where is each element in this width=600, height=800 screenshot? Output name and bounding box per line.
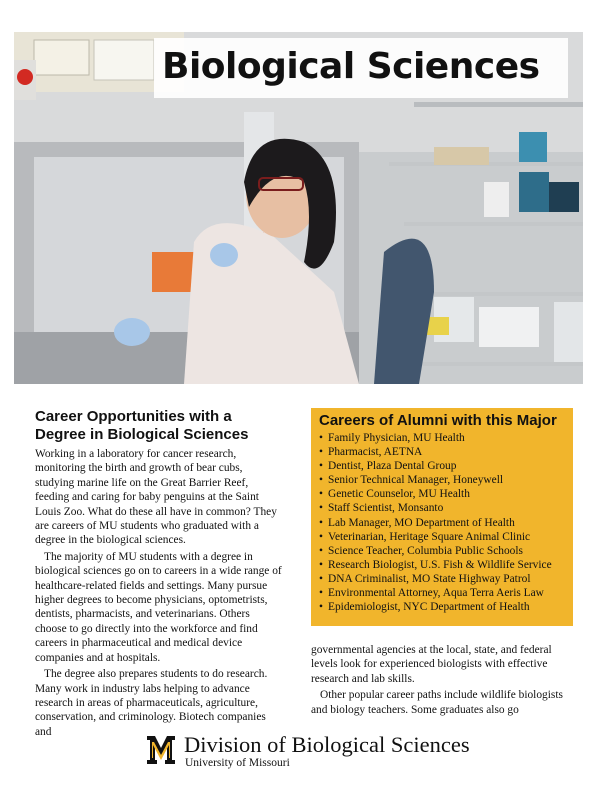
list-item: • Research Biologist, U.S. Fish & Wildlife Service <box>319 558 565 572</box>
list-item: • Veterinarian, Heritage Square Animal Clinic <box>319 530 565 544</box>
careers-box <box>311 408 573 626</box>
careers-heading: Careers of Alumni with this Major <box>319 412 557 429</box>
university-name: University of Missouri <box>185 757 290 769</box>
list-item: • Senior Technical Manager, Honeywell <box>319 473 565 487</box>
body-paragraph: The majority of MU students with a degree in biological sciences go on to careers in a wide range of healthcare-related fields and settings. Many pursue higher degrees to become physicians, optometrists, dentists, pharmacists, and veterinarians. Others choose to go directly into the workforce and find careers in pharmaceutical and medical device companies and at hospitals. <box>35 550 282 664</box>
division-name: Division of Biological Sciences <box>184 732 470 757</box>
list-item: • Science Teacher, Columbia Public Schools <box>319 544 565 558</box>
list-item: • Epidemiologist, NYC Department of Health <box>319 600 565 614</box>
career-opportunities-section <box>35 408 282 739</box>
continuation-text <box>311 643 573 717</box>
section-heading: Career Opportunities with a Degree in Biological Sciences <box>35 408 249 443</box>
list-item: • Environmental Attorney, Aqua Terra Aeris Law <box>319 586 565 600</box>
body-paragraph: Working in a laboratory for cancer research, monitoring the birth and growth of bear cubs, studying marine life on the Great Barrier Reef, feeding and caring for baby penguins at the Saint Louis Zoo. What do these all have in common? They are careers of MU students who graduated with a degree in the biological sciences. <box>35 448 277 547</box>
careers-list <box>319 431 565 614</box>
list-item: • Dentist, Plaza Dental Group <box>319 459 565 473</box>
list-item: • Family Physician, MU Health <box>319 431 565 445</box>
list-item: • Pharmacist, AETNA <box>319 445 565 459</box>
list-item: • DNA Criminalist, MO State Highway Patrol <box>319 572 565 586</box>
page-title: Biological Sciences <box>162 46 540 87</box>
body-paragraph: Other popular career paths include wildlife biologists and biology teachers. Some graduates also go <box>311 689 563 716</box>
body-paragraph: The degree also prepares students to do research. Many work in industry labs helping to advance research in areas of pharmaceuticals, agriculture, conservation, and criminology. Biotech companies and <box>35 668 268 738</box>
footer <box>146 732 470 774</box>
list-item: • Genetic Counselor, MU Health <box>319 487 565 501</box>
list-item: • Lab Manager, MO Department of Health <box>319 516 565 530</box>
body-paragraph: governmental agencies at the local, state, and federal levels look for experienced biologists with effective research and lab skills. <box>311 644 552 685</box>
mizzou-tiger-m-logo <box>146 734 176 766</box>
list-item: • Staff Scientist, Monsanto <box>319 501 565 515</box>
